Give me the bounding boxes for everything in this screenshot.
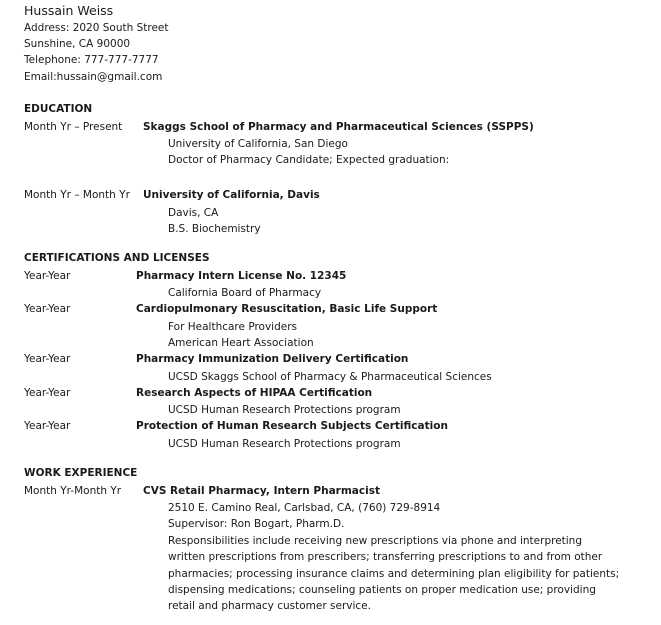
education-detail: B.S. Biochemistry: [168, 223, 261, 235]
work-title: CVS Retail Pharmacy, Intern Pharmacist: [143, 485, 380, 497]
certification-title: Pharmacy Intern License No. 12345: [136, 270, 347, 282]
education-detail: Davis, CA: [168, 207, 219, 219]
certification-dates: Year-Year: [24, 303, 71, 315]
certifications-heading: CERTIFICATIONS AND LICENSES: [24, 252, 210, 264]
email-line: Email:hussain@gmail.com: [24, 71, 163, 83]
education-detail: University of California, San Diego: [168, 138, 348, 150]
work-detail: 2510 E. Camino Real, Carlsbad, CA, (760) 729-8914: [168, 502, 441, 514]
certification-dates: Year-Year: [24, 420, 71, 432]
work-responsibilities-line: dispensing medications; counseling patients on proper medication use; providing: [168, 584, 596, 596]
work-responsibilities-line: Responsibilities include receiving new prescriptions via phone and interpreting: [168, 535, 583, 547]
certification-detail: UCSD Human Research Protections program: [168, 438, 401, 450]
education-heading: EDUCATION: [24, 103, 93, 115]
work-heading: WORK EXPERIENCE: [24, 467, 138, 479]
education-school: University of California, Davis: [143, 189, 320, 201]
certification-dates: Year-Year: [24, 387, 71, 399]
work-responsibilities-line: written prescriptions from prescribers; transferring prescriptions to and from other: [168, 551, 603, 563]
education-dates: Month Yr – Present: [24, 121, 123, 133]
applicant-name: Hussain Weiss: [24, 3, 114, 18]
work-dates: Month Yr-Month Yr: [24, 485, 122, 497]
city-line: Sunshine, CA 90000: [24, 38, 131, 50]
certification-title: Protection of Human Research Subjects Certification: [136, 420, 448, 432]
address-line: Address: 2020 South Street: [24, 22, 169, 34]
work-responsibilities-line: retail and pharmacy customer service.: [168, 600, 371, 612]
education-school: Skaggs School of Pharmacy and Pharmaceutical Sciences (SSPPS): [143, 121, 534, 133]
certification-dates: Year-Year: [24, 270, 71, 282]
certification-detail: UCSD Skaggs School of Pharmacy & Pharmaceutical Sciences: [168, 371, 492, 383]
certification-title: Cardiopulmonary Resuscitation, Basic Life Support: [136, 303, 438, 315]
education-detail: Doctor of Pharmacy Candidate; Expected graduation:: [168, 154, 450, 166]
certification-title: Research Aspects of HIPAA Certification: [136, 387, 373, 399]
work-detail: Supervisor: Ron Bogart, Pharm.D.: [168, 518, 345, 530]
work-responsibilities-line: pharmacies; processing insurance claims and determining plan eligibility for patients;: [168, 568, 620, 580]
certification-dates: Year-Year: [24, 353, 71, 365]
certification-detail: American Heart Association: [168, 337, 314, 349]
telephone-line: Telephone: 777-777-7777: [24, 54, 159, 66]
certification-detail: For Healthcare Providers: [168, 321, 298, 333]
certification-detail: California Board of Pharmacy: [168, 287, 322, 299]
certification-detail: UCSD Human Research Protections program: [168, 404, 401, 416]
certification-title: Pharmacy Immunization Delivery Certification: [136, 353, 409, 365]
education-dates: Month Yr – Month Yr: [24, 189, 130, 201]
